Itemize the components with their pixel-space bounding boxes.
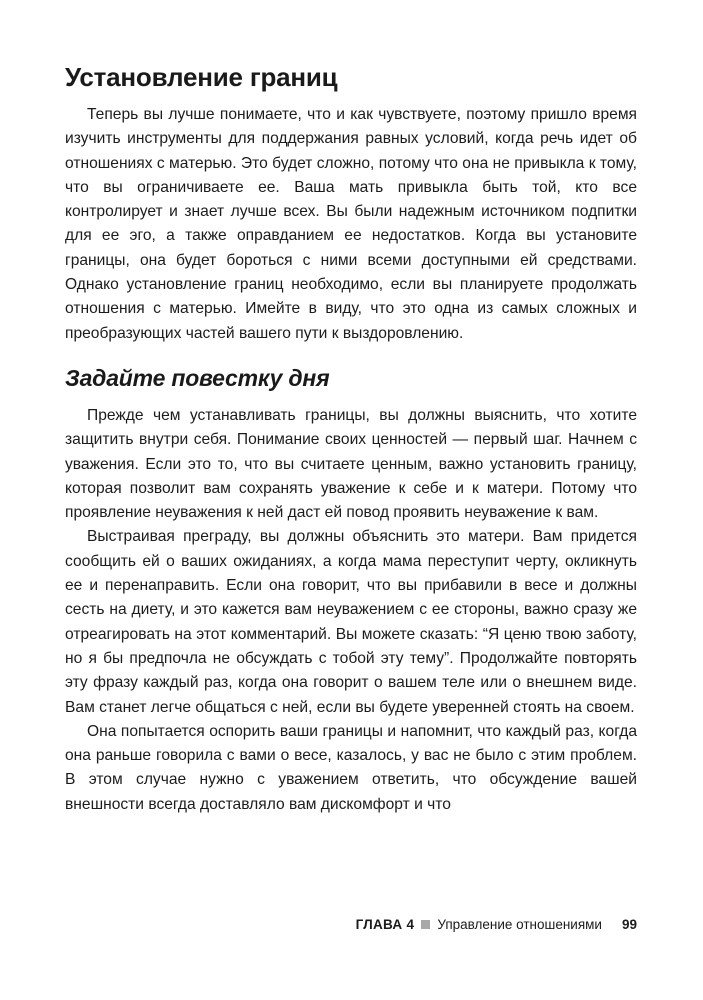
paragraph: Выстраивая преграду, вы должны объяснить это матери. Вам придется сообщить ей о ваших ожиданиях, а когда мама переступит черту, окликнуть ее и перенаправить. Если она говорит, что вы прибавили в весе и должны сесть на диету, и это кажется вам неуважением с ее стороны, важно сразу же отреагировать на этот комментарий. Вы можете сказать: “Я ценю твою заботу, но я бы предпочла не обсуждать с тобой эту тему”. Продолжайте повторять эту фразу каждый раз, когда она говорит о вашем теле или о внешнем виде. Вам станет легче общаться с ней, если вы будете уверенней стоять на своем. [65, 528, 637, 716]
square-separator-icon [421, 920, 430, 929]
paragraph: Прежде чем устанавливать границы, вы должны выяснить, что хотите защитить внутри себя. Понимание своих ценностей — первый шаг. Начнем с уважения. Если это то, что вы считаете ценным, важно установить границу, которая позволит вам сохранять уважение к себе и к матери. Потому что проявление неуважения к ней даст ей повод проявить неуважение к вам. [65, 406, 637, 522]
page-content [65, 55, 637, 817]
section-heading: Установление границ [65, 62, 338, 92]
subsection-heading: Задайте повестку дня [65, 364, 330, 391]
chapter-label: ГЛАВА 4 [355, 917, 415, 932]
page-number: 99 [621, 917, 637, 932]
page-footer [356, 917, 637, 932]
chapter-title: Управление отношениями [437, 917, 602, 932]
paragraph: Она попытается оспорить ваши границы и напомнит, что каждый раз, когда она раньше говорила с вами о весе, казалось, у вас не было с этим проблем. В этом случае нужно с уважением ответить, что обсуждение вашей внешности всегда доставляло вам дискомфорт и что [65, 722, 637, 813]
paragraph: Теперь вы лучше понимаете, что и как чувствуете, поэтому пришло время изучить инструменты для поддержания равных условий, когда речь идет об отношениях с матерью. Это будет сложно, потому что она не привыкла к тому, что вы ограничиваете ее. Ваша мать привыкла быть той, кто все контролирует и знает лучше всех. Вы были надежным источником подпитки для ее эго, а также оправданием ее недостатков. Когда вы установите границы, она будет бороться с ними всеми доступными ей средствами. Однако установление границ необходимо, если вы планируете продолжать отношения с матерью. Имейте в виду, что это одна из самых сложных и преобразующих частей вашего пути к выздоровлению. [65, 106, 637, 342]
